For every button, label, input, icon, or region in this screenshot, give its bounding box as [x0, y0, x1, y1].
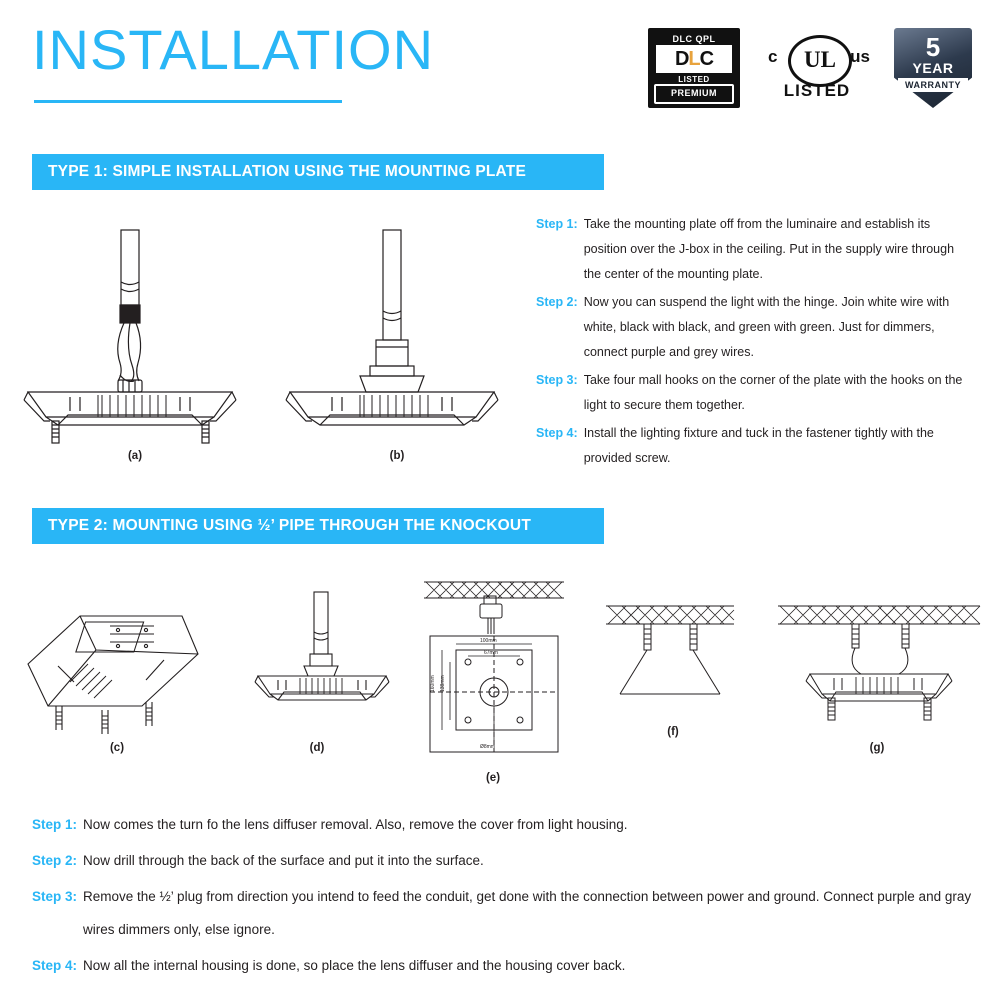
step-label: Step 3:: [536, 373, 578, 387]
figure-d-caption: (d): [309, 742, 325, 754]
figure-g: [772, 602, 986, 752]
step-text: Now drill through the back of the surface and put it into the surface.: [83, 853, 484, 868]
step-label: Step 2:: [536, 295, 578, 309]
step-label: Step 1:: [536, 217, 578, 231]
section-2-header: TYPE 2: MOUNTING USING ½’ PIPE THROUGH THE KNOCKOUT: [32, 508, 604, 544]
step-item: [32, 844, 972, 877]
warranty-period: YEAR: [912, 60, 954, 76]
certification-badges: [648, 26, 972, 110]
figure-c-caption: (c): [109, 742, 125, 754]
ul-listed-label: LISTED: [783, 81, 851, 100]
step-item: [32, 949, 972, 982]
figure-b: [272, 225, 522, 445]
figure-d: [238, 590, 408, 740]
step-item: [536, 368, 972, 418]
dlc-logo-label: DLC: [656, 45, 732, 73]
step-text: Remove the ½’ plug from direction you intend to feed the conduit, get done with the connection between power and ground. Connect purple and gray wires dimmers only, else ignore.: [83, 889, 972, 937]
warranty-shield-badge: [894, 28, 972, 108]
step-text: Now comes the turn fo the lens diffuser removal. Also, remove the cover from light housing.: [83, 817, 628, 832]
step-item: [32, 880, 972, 946]
step-label: Step 4:: [32, 958, 78, 973]
warranty-label: WARRANTY: [898, 78, 968, 92]
figure-e-caption: (e): [485, 772, 501, 784]
dlc-top-label: DLC QPL: [672, 34, 716, 44]
dim-100mm: 100mm: [480, 638, 497, 644]
step-label: Step 3:: [32, 889, 78, 904]
warranty-number: 5: [925, 32, 941, 62]
dim-160mm: 160mm: [430, 675, 436, 692]
dim-8mm: Ø8mm: [480, 744, 495, 750]
ul-listed-badge: [758, 35, 876, 101]
figure-b-caption: (b): [389, 450, 405, 462]
section-1-header: TYPE 1: SIMPLE INSTALLATION USING THE MOUNTING PLATE: [32, 154, 604, 190]
step-text: Install the lighting fixture and tuck in the fastener tightly with the provided screw.: [583, 426, 934, 465]
step-text: Take the mounting plate off from the luminaire and establish its position over the J-box in the ceiling. Put in the supply wire through the center of the mounting plate.: [583, 217, 955, 281]
title-underline: [34, 100, 342, 103]
dlc-listed-label: LISTED: [678, 75, 710, 84]
dlc-premium-label: PREMIUM: [654, 84, 734, 104]
step-label: Step 1:: [32, 817, 78, 832]
dlc-premium-badge: [648, 28, 740, 108]
figure-a: [10, 225, 260, 445]
step-label: Step 4:: [536, 426, 578, 440]
dim-67mm: 67mm: [484, 650, 498, 656]
figure-f-caption: (f): [667, 726, 679, 738]
ul-c-mark: c: [768, 47, 778, 66]
step-text: Take four mall hooks on the corner of the plate with the hooks on the light to secure them together.: [583, 373, 963, 412]
step-label: Step 2:: [32, 853, 78, 868]
step-item: [536, 421, 972, 471]
page-title: INSTALLATION: [32, 18, 435, 81]
figure-f: [600, 602, 740, 732]
section-1-steps: [536, 212, 972, 474]
figure-g-caption: (g): [869, 742, 885, 754]
ul-us-mark: us: [850, 47, 870, 66]
step-text: Now you can suspend the light with the hinge. Join white wire with white, black with black, and green with green. Just for dimmers, connect purple and grey wires.: [583, 295, 950, 359]
step-text: Now all the internal housing is done, so place the lens diffuser and the housing cover back.: [83, 958, 626, 973]
dim-138mm: 138mm: [440, 675, 446, 692]
figure-a-caption: (a): [127, 450, 143, 462]
ul-circle-mark: UL: [788, 35, 852, 87]
figure-c: [14, 590, 210, 740]
step-item: [536, 212, 972, 287]
step-item: [32, 808, 972, 841]
step-item: [536, 290, 972, 365]
figure-e: [418, 578, 570, 768]
section-2-steps: [32, 808, 972, 985]
